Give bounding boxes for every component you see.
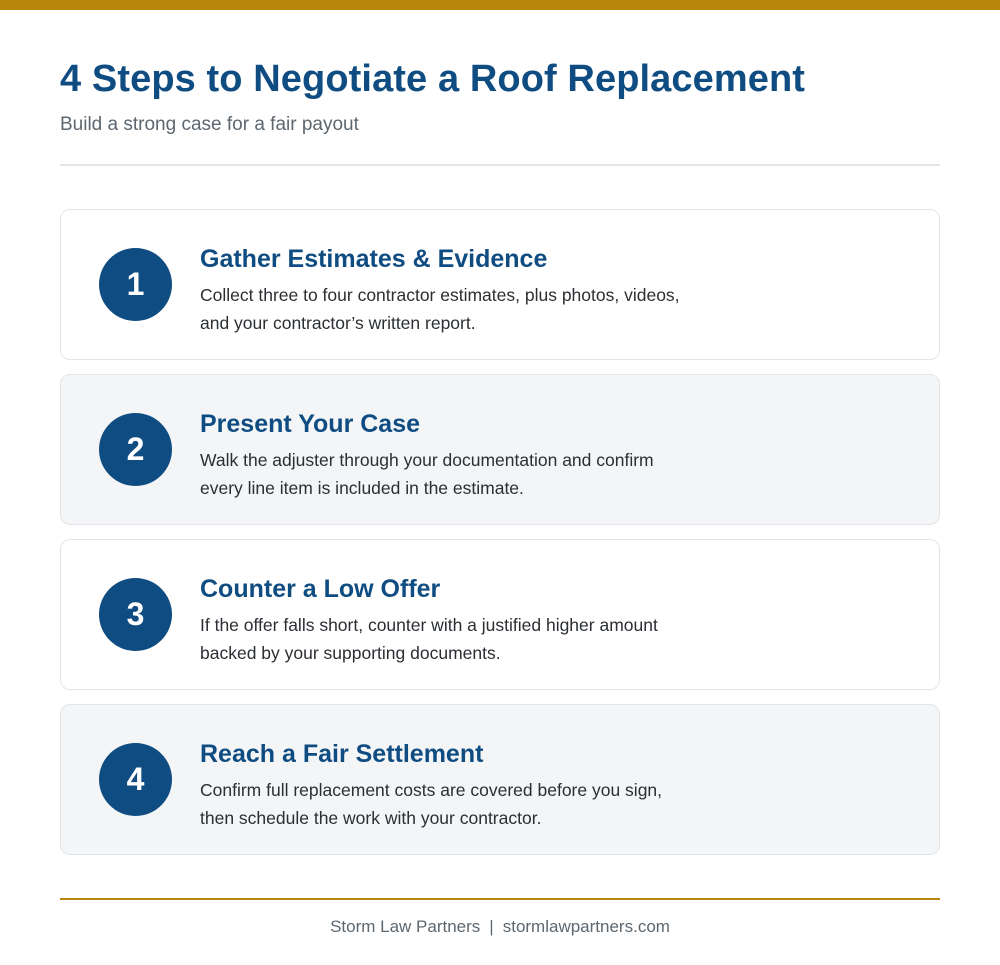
step-card-3	[60, 539, 940, 690]
step-number-badge: 3	[99, 578, 172, 651]
step-card-1	[60, 209, 940, 360]
step-number-badge: 1	[99, 248, 172, 321]
step-content	[200, 573, 690, 667]
step-number-badge: 4	[99, 743, 172, 816]
step-title: Reach a Fair Settlement	[200, 740, 484, 768]
step-content	[200, 738, 690, 832]
step-description: Collect three to four contractor estimates, plus photos, videos, and your contractor’s written report.	[200, 285, 680, 333]
step-title: Gather Estimates & Evidence	[200, 245, 548, 273]
footer-separator: |	[489, 917, 494, 936]
top-accent-bar	[0, 0, 1000, 10]
step-card-4	[60, 704, 940, 855]
footer-divider	[60, 898, 940, 900]
step-title: Counter a Low Offer	[200, 575, 441, 603]
step-description: Confirm full replacement costs are covered before you sign, then schedule the work with your contractor.	[200, 780, 663, 828]
steps-list	[60, 209, 940, 869]
page-footer	[0, 916, 1000, 938]
page-subtitle: Build a strong case for a fair payout	[60, 114, 359, 135]
step-number-badge: 2	[99, 413, 172, 486]
step-content	[200, 408, 690, 502]
page-header	[60, 55, 940, 137]
footer-company-name: Storm Law Partners	[330, 917, 481, 936]
step-description: Walk the adjuster through your documentation and confirm every line item is included in the estimate.	[200, 450, 654, 498]
step-content	[200, 243, 690, 337]
page-title: 4 Steps to Negotiate a Roof Replacement	[60, 58, 806, 100]
footer-website-link[interactable]: stormlawpartners.com	[502, 917, 670, 936]
step-title: Present Your Case	[200, 410, 421, 438]
header-divider	[60, 164, 940, 166]
step-card-2	[60, 374, 940, 525]
step-description: If the offer falls short, counter with a justified higher amount backed by your supporting documents.	[200, 615, 658, 663]
